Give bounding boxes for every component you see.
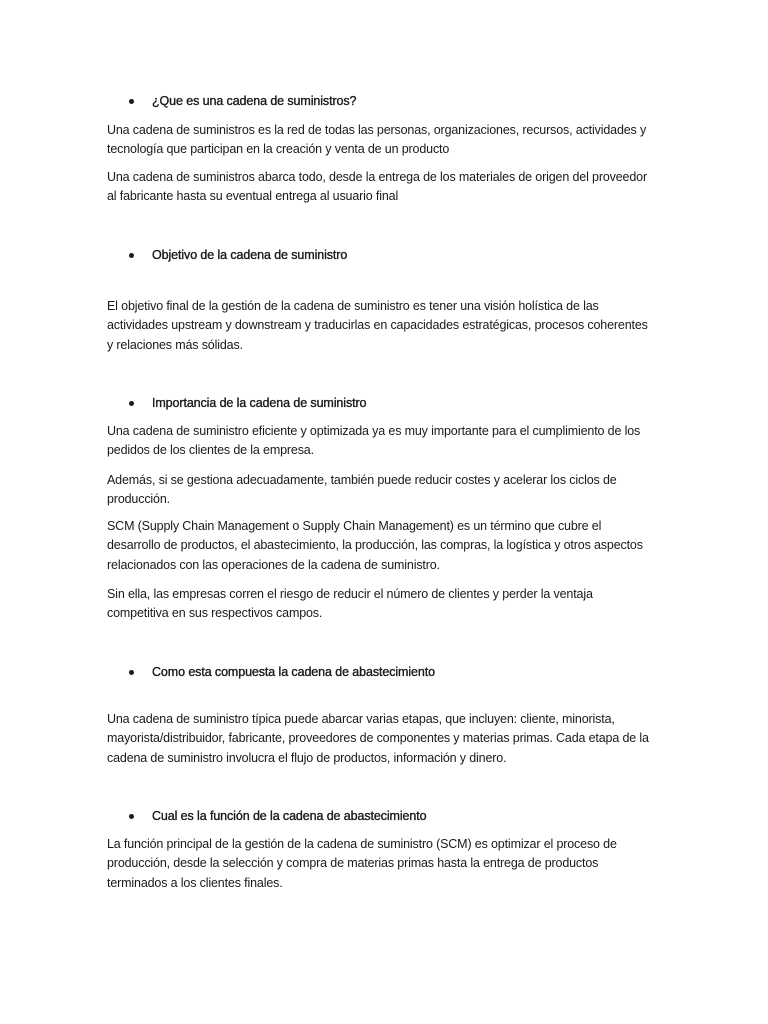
heading-text: Cual es la función de la cadena de abastecimiento xyxy=(152,809,427,823)
paragraph: La función principal de la gestión de la cadena de suministro (SCM) es optimizar el proceso de producción, desde la selección y compra de materias primas hasta la entrega de productos terminados a los clientes finales. xyxy=(107,837,617,890)
paragraph: Una cadena de suministros es la red de todas las personas, organizaciones, recursos, actividades y tecnología que participan en la creación y venta de un producto xyxy=(107,123,647,157)
paragraph: Sin ella, las empresas corren el riesgo de reducir el número de clientes y perder la ventaja competitiva en sus respectivos campos. xyxy=(107,587,593,621)
paragraph: Además, si se gestiona adecuadamente, también puede reducir costes y acelerar los ciclos de producción. xyxy=(107,473,617,507)
heading-text: Importancia de la cadena de suministro xyxy=(152,396,367,410)
paragraph: Una cadena de suministros abarca todo, desde la entrega de los materiales de origen del proveedor al fabricante hasta su eventual entrega al usuario final xyxy=(107,170,647,204)
paragraph: Una cadena de suministro típica puede abarcar varias etapas, que incluyen: cliente, minorista, mayorista/distribuidor, fabricante, proveedores de componentes y materias primas. Cada etapa de la cadena de suministro involucra el flujo de productos, información y dinero. xyxy=(107,712,649,765)
heading-text: ¿Que es una cadena de suministros? xyxy=(152,94,357,108)
bullet-icon xyxy=(129,814,134,819)
paragraph: SCM (Supply Chain Management o Supply Chain Management) es un término que cubre el desarrollo de productos, el abastecimiento, la producción, las compras, la logística y otros aspectos relacionados con las operaciones de la cadena de suministro. xyxy=(107,519,643,572)
bullet-icon xyxy=(129,99,134,104)
bullet-icon xyxy=(129,253,134,258)
bullet-icon xyxy=(129,670,134,675)
heading-text: Objetivo de la cadena de suministro xyxy=(152,248,348,262)
bullet-icon xyxy=(129,401,134,406)
paragraph: Una cadena de suministro eficiente y optimizada ya es muy importante para el cumplimiento de los pedidos de los clientes de la empresa. xyxy=(107,424,641,458)
paragraph: El objetivo final de la gestión de la cadena de suministro es tener una visión holística de las actividades upstream y downstream y traducirlas en capacidades estratégicas, procesos coherentes y relaciones más sólidas. xyxy=(107,299,648,352)
heading-text: Como esta compuesta la cadena de abastecimiento xyxy=(152,665,435,679)
